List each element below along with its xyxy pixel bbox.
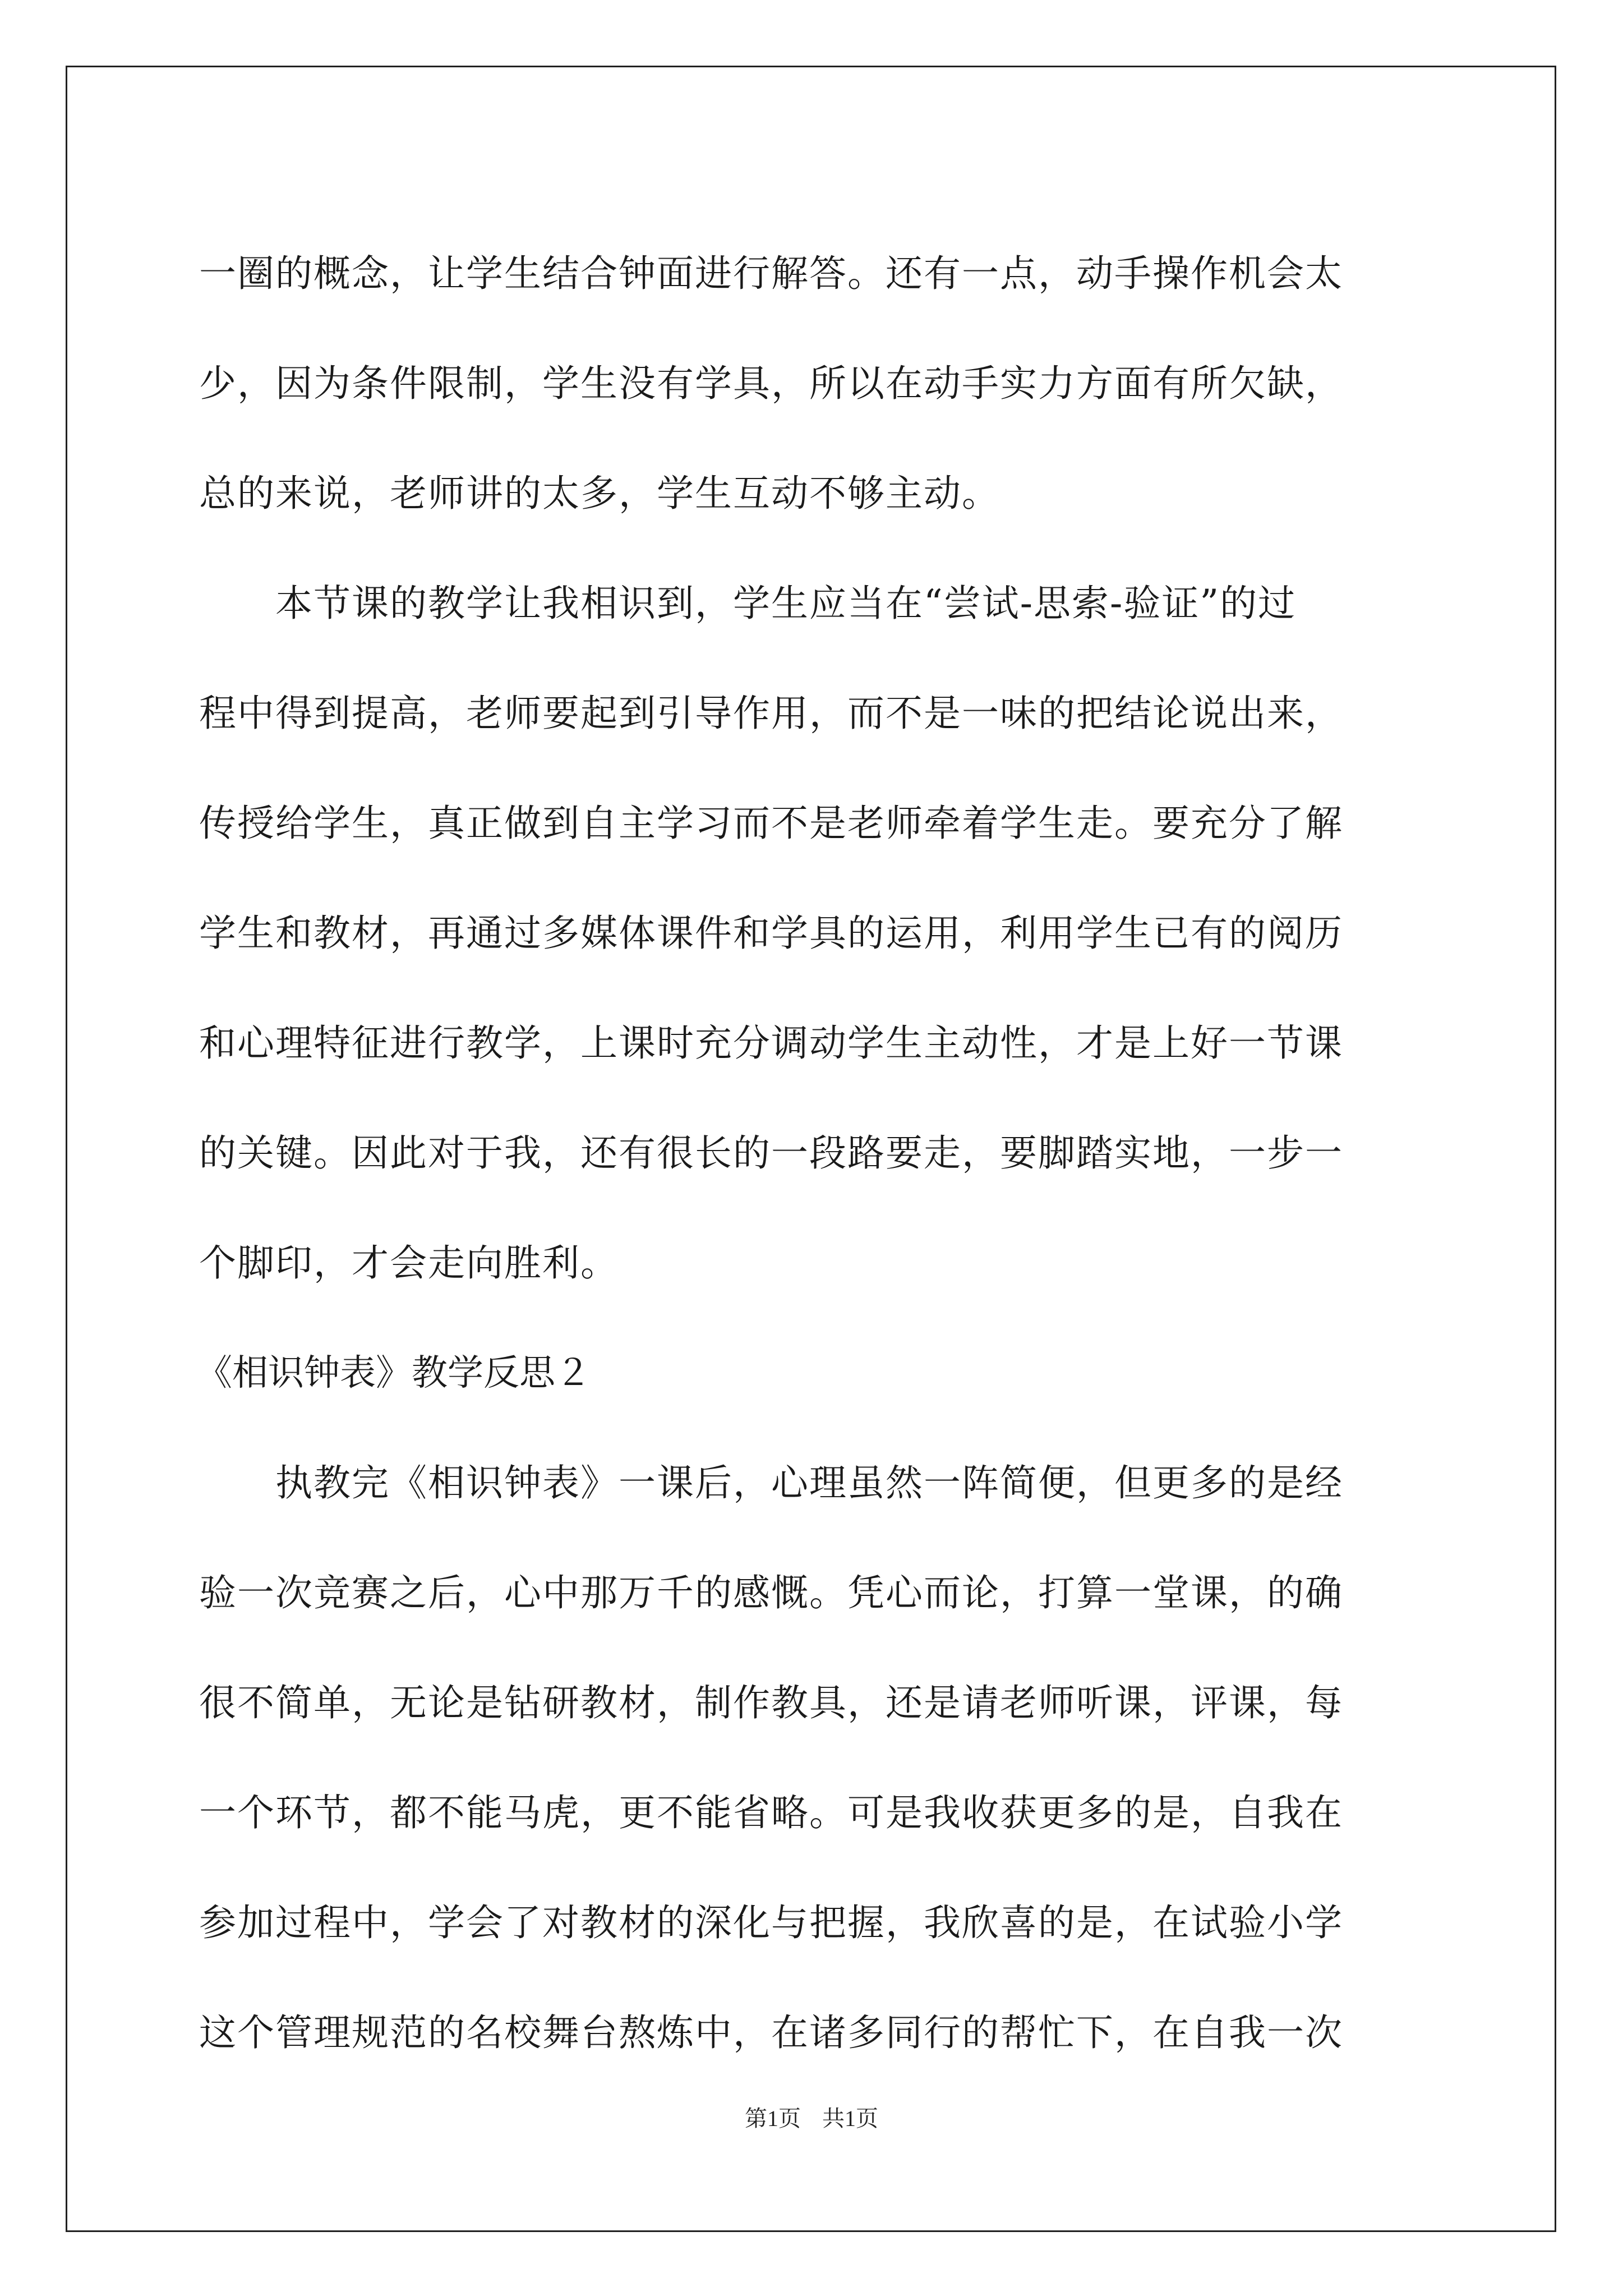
text-line: 学生和教材，再通过多媒体课件和学具的运用，利用学生已有的阅历 [199, 912, 1343, 955]
text-line: 的关键。因此对于我，还有很长的一段路要走，要脚踏实地，一步一 [199, 1131, 1343, 1175]
paragraph [199, 549, 1433, 1318]
text-line: 传授给学生，真正做到自主学习而不是老师牵着学生走。要充分了解 [199, 802, 1343, 845]
paragraph [199, 1428, 1433, 2088]
text-line: 程中得到提高，老师要起到引导作用，而不是一味的把结论说出来， [199, 692, 1343, 735]
text-line: 本节课的教学让我相识到，学生应当在“尝试-思索-验证”的过 [275, 582, 1297, 625]
text-line: 总的来说，老师讲的太多，学生互动不够主动。 [199, 472, 1000, 515]
text-line: 执教完《相识钟表》一课后，心理虽然一阵简便，但更多的是经 [275, 1461, 1343, 1504]
section-heading: 《相识钟表》教学反思２ [196, 1352, 591, 1394]
page-footer [0, 2101, 1623, 2133]
text-line: 个脚印，才会走向胜利。 [199, 1241, 619, 1285]
text-line: 参加过程中，学会了对教材的深化与把握，我欣喜的是，在试验小学 [199, 1901, 1343, 1944]
text-line: 一个环节，都不能马虎，更不能省略。可是我收获更多的是，自我在 [199, 1791, 1343, 1834]
text-line: 和心理特征进行教学，上课时充分调动学生主动性，才是上好一节课 [199, 1022, 1343, 1065]
text-line: 一圈的概念，让学生结合钟面进行解答。还有一点，动手操作机会太 [199, 252, 1343, 295]
text-line: 验一次竞赛之后，心中那万千的感慨。凭心而论，打算一堂课，的确 [199, 1571, 1343, 1614]
text-line: 很不简单，无论是钻研教材，制作教具，还是请老师听课，评课，每 [199, 1681, 1343, 1724]
text-line: 少，因为条件限制，学生没有学具，所以在动手实力方面有所欠缺， [199, 362, 1343, 405]
document-body [196, 219, 1433, 2088]
page-total: 共1页 [822, 2106, 878, 2131]
page-number: 第1页 [745, 2106, 801, 2131]
paragraph [199, 219, 1433, 549]
text-line: 这个管理规范的名校舞台熬炼中，在诸多同行的帮忙下，在自我一次 [199, 2011, 1343, 2054]
